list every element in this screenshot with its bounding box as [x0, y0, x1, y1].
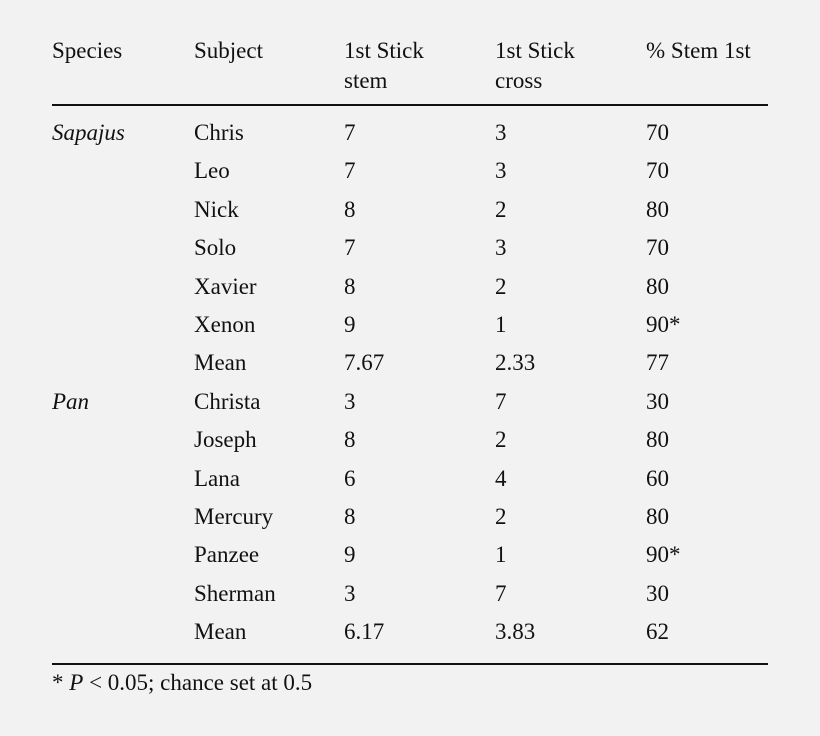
percent-stem-cell: 30	[646, 580, 669, 606]
stem-count-cell: 8	[344, 273, 356, 299]
stem-count-cell: 7	[344, 120, 356, 145]
cross-count-cell: 2	[495, 503, 507, 529]
species-cell: Sapajus	[52, 120, 125, 145]
footnote-star: *	[52, 670, 64, 695]
stem-count-cell: 3	[344, 580, 356, 606]
percent-stem-cell: 80	[646, 427, 669, 453]
subject-cell: Joseph	[194, 427, 257, 453]
cross-count-cell: 2	[495, 273, 507, 299]
stem-count-cell: 6.17	[344, 619, 385, 645]
cross-count-cell: 2.33	[495, 350, 536, 376]
header-subject: Subject	[194, 38, 263, 63]
table-row	[52, 348, 768, 386]
subject-cell: Xavier	[194, 273, 257, 299]
subject-cell: Christa	[194, 388, 261, 414]
table-row	[52, 387, 768, 425]
subject-cell: Mercury	[194, 503, 274, 529]
subject-cell: Mean	[194, 350, 247, 376]
table-row	[52, 118, 768, 156]
cross-count-cell: 7	[495, 580, 507, 606]
footnote-text: < 0.05; chance set at 0.5	[89, 670, 313, 695]
cross-count-cell: 3	[495, 158, 507, 184]
table-row	[52, 195, 768, 233]
header-percent-stem-first: % Stem 1st	[646, 38, 751, 63]
percent-stem-cell: 80	[646, 273, 669, 299]
table-footnote	[52, 668, 312, 698]
stem-count-cell: 7.67	[344, 350, 385, 376]
subject-cell: Nick	[194, 196, 239, 222]
percent-stem-cell: 62	[646, 619, 669, 645]
percent-stem-cell: 90*	[646, 311, 681, 337]
stem-count-cell: 9	[344, 311, 356, 337]
table-row	[52, 233, 768, 271]
percent-stem-cell: 70	[646, 158, 669, 184]
table-row	[52, 617, 768, 655]
table-row	[52, 272, 768, 310]
footnote-p-symbol: P	[69, 670, 84, 695]
stem-count-cell: 6	[344, 465, 356, 491]
percent-stem-cell: 70	[646, 120, 669, 145]
percent-stem-cell: 60	[646, 465, 669, 491]
stem-count-cell: 8	[344, 503, 356, 529]
percent-stem-cell: 70	[646, 235, 669, 261]
cross-count-cell: 1	[495, 311, 507, 337]
table-row	[52, 464, 768, 502]
subject-cell: Xenon	[194, 311, 256, 337]
header-first-stick-stem: 1st Stick stem	[344, 38, 424, 93]
stem-count-cell: 8	[344, 427, 356, 453]
subject-cell: Sherman	[194, 580, 276, 606]
stem-count-cell: 8	[344, 196, 356, 222]
percent-stem-cell: 90*	[646, 542, 681, 568]
subject-cell: Lana	[194, 465, 240, 491]
stem-count-cell: 7	[344, 158, 356, 184]
subject-cell: Solo	[194, 235, 237, 261]
stem-count-cell: 3	[344, 388, 356, 414]
percent-stem-cell: 30	[646, 388, 669, 414]
stem-count-cell: 9	[344, 542, 356, 568]
percent-stem-cell: 77	[646, 350, 669, 376]
table-row	[52, 156, 768, 194]
cross-count-cell: 7	[495, 388, 507, 414]
header-species: Species	[52, 38, 123, 63]
table-row	[52, 425, 768, 463]
table-row	[52, 579, 768, 617]
percent-stem-cell: 80	[646, 503, 669, 529]
header-first-stick-cross: 1st Stick cross	[495, 38, 575, 93]
table-header	[52, 30, 768, 106]
subject-cell: Mean	[194, 619, 247, 645]
cross-count-cell: 2	[495, 196, 507, 222]
cross-count-cell: 1	[495, 542, 507, 568]
subject-cell: Leo	[194, 158, 230, 184]
subject-cell: Chris	[194, 120, 244, 145]
table-row	[52, 310, 768, 348]
subject-cell: Panzee	[194, 542, 260, 568]
data-table	[52, 30, 768, 665]
table-row	[52, 540, 768, 578]
cross-count-cell: 3	[495, 235, 507, 261]
cross-count-cell: 4	[495, 465, 507, 491]
stem-count-cell: 7	[344, 235, 356, 261]
table-row	[52, 502, 768, 540]
percent-stem-cell: 80	[646, 196, 669, 222]
species-cell: Pan	[52, 388, 90, 414]
cross-count-cell: 2	[495, 427, 507, 453]
cross-count-cell: 3.83	[495, 619, 536, 645]
table-body	[52, 106, 768, 665]
cross-count-cell: 3	[495, 120, 507, 145]
